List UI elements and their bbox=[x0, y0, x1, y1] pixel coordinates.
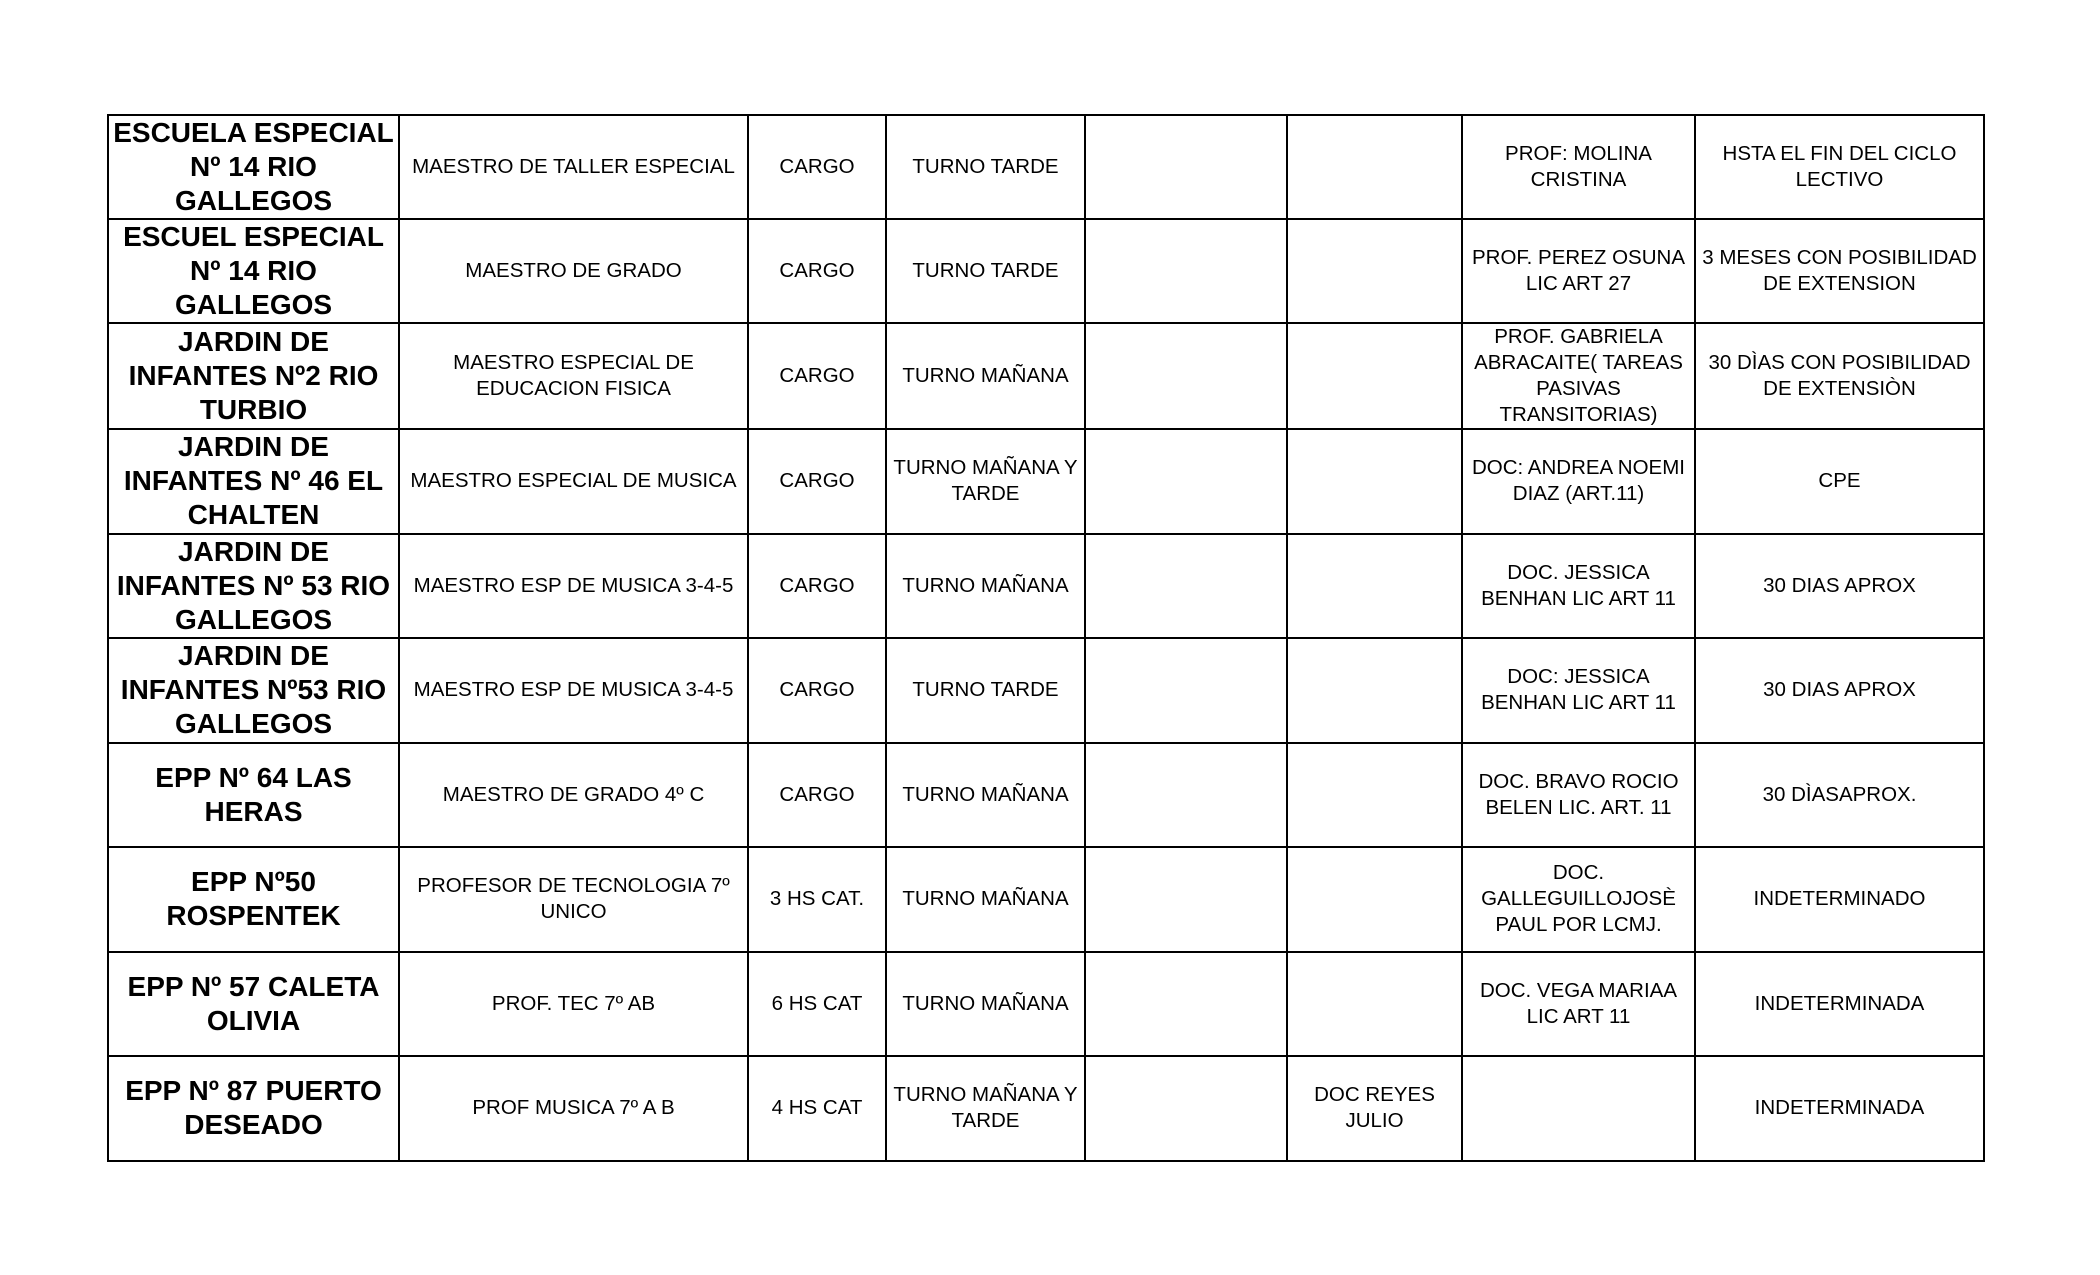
position-type-cell: CARGO bbox=[748, 115, 886, 219]
teacher-cell bbox=[1287, 847, 1462, 952]
empty-cell bbox=[1085, 847, 1287, 952]
table-row bbox=[108, 323, 1984, 429]
school-cell: EPP Nº50 ROSPENTEK bbox=[108, 847, 399, 952]
replaced-teacher-cell: PROF. GABRIELA ABRACAITE( TAREAS PASIVAS TRANSITORIAS) bbox=[1462, 323, 1695, 429]
duration-cell: 30 DIAS APROX bbox=[1695, 638, 1984, 743]
school-cell: EPP Nº 87 PUERTO DESEADO bbox=[108, 1056, 399, 1161]
position-cell: MAESTRO DE GRADO bbox=[399, 219, 748, 323]
replaced-teacher-cell: PROF: MOLINA CRISTINA bbox=[1462, 115, 1695, 219]
table-body bbox=[108, 115, 1984, 1161]
school-cell: JARDIN DE INFANTES Nº53 RIO GALLEGOS bbox=[108, 638, 399, 743]
table-row bbox=[108, 952, 1984, 1057]
shift-cell: TURNO MAÑANA bbox=[886, 743, 1085, 848]
table-row bbox=[108, 115, 1984, 219]
empty-cell bbox=[1085, 323, 1287, 429]
table-row bbox=[108, 743, 1984, 848]
shift-cell: TURNO MAÑANA Y TARDE bbox=[886, 1056, 1085, 1161]
empty-cell bbox=[1085, 219, 1287, 323]
duration-cell: 3 MESES CON POSIBILIDAD DE EXTENSION bbox=[1695, 219, 1984, 323]
position-cell: MAESTRO DE GRADO 4º C bbox=[399, 743, 748, 848]
school-cell: EPP Nº 57 CALETA OLIVIA bbox=[108, 952, 399, 1057]
position-type-cell: CARGO bbox=[748, 323, 886, 429]
position-type-cell: CARGO bbox=[748, 219, 886, 323]
shift-cell: TURNO TARDE bbox=[886, 115, 1085, 219]
position-cell: MAESTRO DE TALLER ESPECIAL bbox=[399, 115, 748, 219]
teacher-cell bbox=[1287, 219, 1462, 323]
shift-cell: TURNO TARDE bbox=[886, 638, 1085, 743]
position-type-cell: CARGO bbox=[748, 743, 886, 848]
replaced-teacher-cell: DOC: ANDREA NOEMI DIAZ (ART.11) bbox=[1462, 429, 1695, 534]
duration-cell: INDETERMINADA bbox=[1695, 1056, 1984, 1161]
position-type-cell: CARGO bbox=[748, 534, 886, 639]
school-cell: ESCUELA ESPECIAL Nº 14 RIO GALLEGOS bbox=[108, 115, 399, 219]
position-type-cell: 4 HS CAT bbox=[748, 1056, 886, 1161]
duration-cell: 30 DÌAS CON POSIBILIDAD DE EXTENSIÒN bbox=[1695, 323, 1984, 429]
teacher-cell bbox=[1287, 323, 1462, 429]
school-cell: JARDIN DE INFANTES Nº 46 EL CHALTEN bbox=[108, 429, 399, 534]
shift-cell: TURNO MAÑANA bbox=[886, 323, 1085, 429]
position-cell: PROF. TEC 7º AB bbox=[399, 952, 748, 1057]
position-cell: MAESTRO ESP DE MUSICA 3-4-5 bbox=[399, 534, 748, 639]
duration-cell: HSTA EL FIN DEL CICLO LECTIVO bbox=[1695, 115, 1984, 219]
empty-cell bbox=[1085, 429, 1287, 534]
duration-cell: INDETERMINADA bbox=[1695, 952, 1984, 1057]
table-row bbox=[108, 429, 1984, 534]
position-cell: MAESTRO ESP DE MUSICA 3-4-5 bbox=[399, 638, 748, 743]
teacher-cell: DOC REYES JULIO bbox=[1287, 1056, 1462, 1161]
empty-cell bbox=[1085, 1056, 1287, 1161]
replaced-teacher-cell: PROF. PEREZ OSUNA LIC ART 27 bbox=[1462, 219, 1695, 323]
teacher-cell bbox=[1287, 952, 1462, 1057]
table-row bbox=[108, 219, 1984, 323]
empty-cell bbox=[1085, 952, 1287, 1057]
duration-cell: 30 DÌASAPROX. bbox=[1695, 743, 1984, 848]
position-type-cell: CARGO bbox=[748, 638, 886, 743]
empty-cell bbox=[1085, 534, 1287, 639]
teacher-cell bbox=[1287, 429, 1462, 534]
teacher-cell bbox=[1287, 743, 1462, 848]
position-cell: MAESTRO ESPECIAL DE EDUCACION FISICA bbox=[399, 323, 748, 429]
replaced-teacher-cell: DOC. JESSICA BENHAN LIC ART 11 bbox=[1462, 534, 1695, 639]
position-type-cell: CARGO bbox=[748, 429, 886, 534]
replaced-teacher-cell: DOC. BRAVO ROCIO BELEN LIC. ART. 11 bbox=[1462, 743, 1695, 848]
teacher-cell bbox=[1287, 115, 1462, 219]
teacher-cell bbox=[1287, 534, 1462, 639]
duration-cell: INDETERMINADO bbox=[1695, 847, 1984, 952]
replaced-teacher-cell: DOC. GALLEGUILLOJOSÈ PAUL POR LCMJ. bbox=[1462, 847, 1695, 952]
position-type-cell: 3 HS CAT. bbox=[748, 847, 886, 952]
empty-cell bbox=[1085, 115, 1287, 219]
shift-cell: TURNO MAÑANA bbox=[886, 534, 1085, 639]
position-cell: PROF MUSICA 7º A B bbox=[399, 1056, 748, 1161]
school-cell: EPP Nº 64 LAS HERAS bbox=[108, 743, 399, 848]
school-cell: JARDIN DE INFANTES Nº2 RIO TURBIO bbox=[108, 323, 399, 429]
shift-cell: TURNO MAÑANA bbox=[886, 847, 1085, 952]
empty-cell bbox=[1085, 638, 1287, 743]
position-cell: MAESTRO ESPECIAL DE MUSICA bbox=[399, 429, 748, 534]
table-row bbox=[108, 847, 1984, 952]
table-row bbox=[108, 638, 1984, 743]
school-cell: ESCUEL ESPECIAL Nº 14 RIO GALLEGOS bbox=[108, 219, 399, 323]
position-type-cell: 6 HS CAT bbox=[748, 952, 886, 1057]
duration-cell: 30 DIAS APROX bbox=[1695, 534, 1984, 639]
replaced-teacher-cell: DOC: JESSICA BENHAN LIC ART 11 bbox=[1462, 638, 1695, 743]
table-row bbox=[108, 534, 1984, 639]
school-cell: JARDIN DE INFANTES Nº 53 RIO GALLEGOS bbox=[108, 534, 399, 639]
table-row bbox=[108, 1056, 1984, 1161]
position-cell: PROFESOR DE TECNOLOGIA 7º UNICO bbox=[399, 847, 748, 952]
teacher-cell bbox=[1287, 638, 1462, 743]
vacancies-table bbox=[107, 114, 1985, 1162]
shift-cell: TURNO MAÑANA bbox=[886, 952, 1085, 1057]
replaced-teacher-cell: DOC. VEGA MARIAA LIC ART 11 bbox=[1462, 952, 1695, 1057]
replaced-teacher-cell bbox=[1462, 1056, 1695, 1161]
shift-cell: TURNO MAÑANA Y TARDE bbox=[886, 429, 1085, 534]
shift-cell: TURNO TARDE bbox=[886, 219, 1085, 323]
empty-cell bbox=[1085, 743, 1287, 848]
duration-cell: CPE bbox=[1695, 429, 1984, 534]
